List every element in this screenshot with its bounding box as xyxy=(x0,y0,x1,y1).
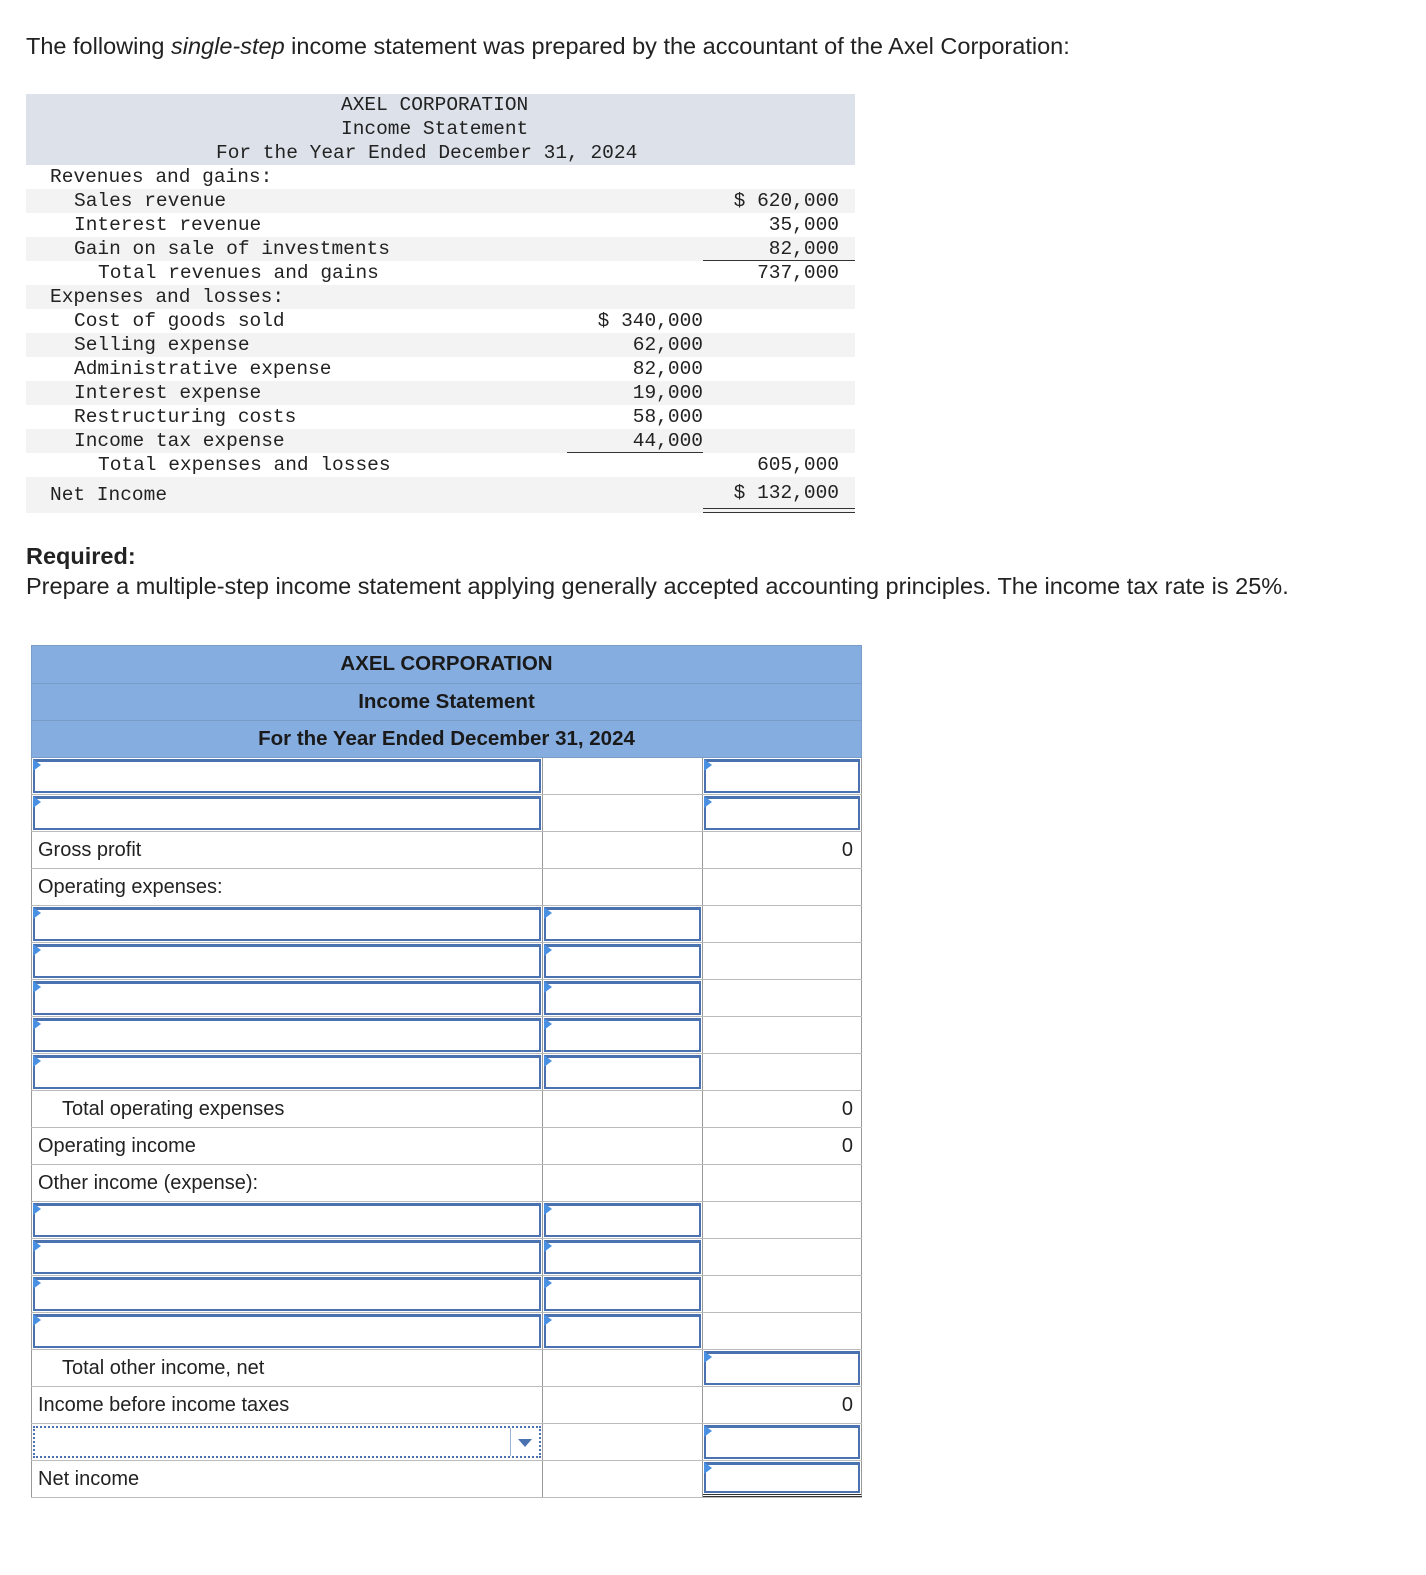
table-row xyxy=(31,795,862,832)
table-row xyxy=(31,1313,862,1350)
revenues-header-row xyxy=(26,165,855,189)
expense-row xyxy=(26,429,855,453)
total-revenues-amount: 737,000 xyxy=(757,262,839,284)
amount-input[interactable] xyxy=(544,1277,701,1311)
total-expenses-amount: 605,000 xyxy=(757,454,839,476)
table-row xyxy=(31,1017,862,1054)
amount-input[interactable] xyxy=(544,1314,701,1348)
expense-row xyxy=(26,309,855,333)
expenses-header: Expenses and losses: xyxy=(50,286,285,308)
chevron-down-icon[interactable] xyxy=(510,1428,539,1456)
gross-profit-row xyxy=(31,832,862,869)
intro-text: The following single-step income statement was prepared by the accountant of the Axel Corporation: xyxy=(26,33,1070,59)
account-input[interactable] xyxy=(33,1203,541,1237)
amount-input[interactable] xyxy=(704,759,860,793)
expense-label: Administrative expense xyxy=(74,358,332,380)
amount-input[interactable] xyxy=(544,1018,701,1052)
total-other-income-input[interactable] xyxy=(704,1351,860,1385)
gross-profit-value: 0 xyxy=(703,832,862,868)
account-input[interactable] xyxy=(33,759,541,793)
account-input[interactable] xyxy=(33,907,541,941)
revenues-header: Revenues and gains: xyxy=(50,166,273,188)
total-revenues-label: Total revenues and gains xyxy=(98,262,379,284)
revenue-row xyxy=(26,237,855,261)
total-other-income-label: Total other income, net xyxy=(31,1350,543,1386)
total-other-income-row xyxy=(31,1350,862,1387)
single-step-company: AXEL CORPORATION xyxy=(341,94,529,116)
account-input[interactable] xyxy=(33,796,541,830)
expense-row xyxy=(26,333,855,357)
expense-label: Restructuring costs xyxy=(74,406,297,428)
income-before-taxes-row xyxy=(31,1387,862,1424)
table-row xyxy=(31,1202,862,1239)
double-underline xyxy=(703,508,855,513)
revenue-row xyxy=(26,189,855,213)
table-row xyxy=(31,906,862,943)
expense-amount: 58,000 xyxy=(632,406,703,428)
required-text: Prepare a multiple-step income statement applying generally accepted accounting principles. The income tax rate is 25%. xyxy=(26,573,1289,599)
revenue-label: Interest revenue xyxy=(74,214,262,236)
total-operating-expenses-row xyxy=(31,1091,862,1128)
gross-profit-label: Gross profit xyxy=(31,832,543,868)
operating-income-value: 0 xyxy=(703,1128,862,1164)
amount-input[interactable] xyxy=(544,944,701,978)
income-tax-row xyxy=(31,1424,862,1461)
required-title: Required: xyxy=(26,543,136,569)
expense-label: Income tax expense xyxy=(74,430,285,452)
expense-label: Interest expense xyxy=(74,382,262,404)
total-expenses-row xyxy=(26,453,855,477)
expense-label: Selling expense xyxy=(74,334,250,356)
revenue-row xyxy=(26,213,855,237)
account-input[interactable] xyxy=(33,981,541,1015)
expense-label: Cost of goods sold xyxy=(74,310,285,332)
income-before-taxes-label: Income before income taxes xyxy=(31,1387,543,1423)
account-input[interactable] xyxy=(33,944,541,978)
intro-emphasis: single-step xyxy=(171,33,285,59)
revenue-amount: 82,000 xyxy=(768,238,839,260)
table-row xyxy=(31,980,862,1017)
revenue-label: Gain on sale of investments xyxy=(74,238,390,260)
operating-expenses-label: Operating expenses: xyxy=(31,869,543,905)
amount-input[interactable] xyxy=(544,907,701,941)
worksheet-title: Income Statement xyxy=(31,684,862,721)
revenue-amount: 35,000 xyxy=(768,214,839,236)
income-tax-input[interactable] xyxy=(704,1425,860,1459)
account-input[interactable] xyxy=(33,1314,541,1348)
multi-step-worksheet xyxy=(31,645,862,1498)
account-input[interactable] xyxy=(33,1055,541,1089)
expense-row xyxy=(26,357,855,381)
table-row xyxy=(31,1276,862,1313)
single-step-period: For the Year Ended December 31, 2024 xyxy=(216,142,638,164)
expense-amount: $ 340,000 xyxy=(597,310,703,332)
net-income-row xyxy=(26,477,855,513)
amount-input[interactable] xyxy=(544,981,701,1015)
total-expenses-label: Total expenses and losses xyxy=(98,454,391,476)
revenue-amount: $ 620,000 xyxy=(733,190,839,212)
expense-amount: 44,000 xyxy=(632,430,703,452)
table-row xyxy=(31,758,862,795)
net-income-label: Net Income xyxy=(50,484,168,506)
amount-input[interactable] xyxy=(544,1240,701,1274)
single-step-title: Income Statement xyxy=(341,118,529,140)
expense-amount: 62,000 xyxy=(632,334,703,356)
table-row xyxy=(31,1054,862,1091)
other-income-header-row xyxy=(31,1165,862,1202)
single-step-header xyxy=(26,94,855,165)
expense-row xyxy=(26,405,855,429)
amount-input[interactable] xyxy=(544,1203,701,1237)
expense-amount: 19,000 xyxy=(632,382,703,404)
amount-input[interactable] xyxy=(704,796,860,830)
worksheet-company: AXEL CORPORATION xyxy=(31,645,862,684)
account-input[interactable] xyxy=(33,1277,541,1311)
single-step-statement xyxy=(26,94,855,513)
operating-income-label: Operating income xyxy=(31,1128,543,1164)
table-row xyxy=(31,943,862,980)
net-income-input[interactable] xyxy=(704,1462,860,1493)
operating-expenses-header-row xyxy=(31,869,862,906)
account-input[interactable] xyxy=(33,1240,541,1274)
other-income-label: Other income (expense): xyxy=(31,1165,543,1201)
amount-input[interactable] xyxy=(544,1055,701,1089)
net-income-amount: $ 132,000 xyxy=(733,482,839,504)
account-input[interactable] xyxy=(33,1018,541,1052)
total-revenues-row xyxy=(26,261,855,285)
total-operating-expenses-label: Total operating expenses xyxy=(31,1091,543,1127)
account-dropdown[interactable] xyxy=(33,1426,541,1458)
worksheet-period: For the Year Ended December 31, 2024 xyxy=(31,721,862,758)
expense-amount: 82,000 xyxy=(632,358,703,380)
table-row xyxy=(31,1239,862,1276)
net-income-row xyxy=(31,1461,862,1498)
total-operating-expenses-value: 0 xyxy=(703,1091,862,1127)
operating-income-row xyxy=(31,1128,862,1165)
expense-row xyxy=(26,381,855,405)
net-income-label: Net income xyxy=(31,1461,543,1497)
income-before-taxes-value: 0 xyxy=(703,1387,862,1423)
expenses-header-row xyxy=(26,285,855,309)
revenue-label: Sales revenue xyxy=(74,190,227,212)
